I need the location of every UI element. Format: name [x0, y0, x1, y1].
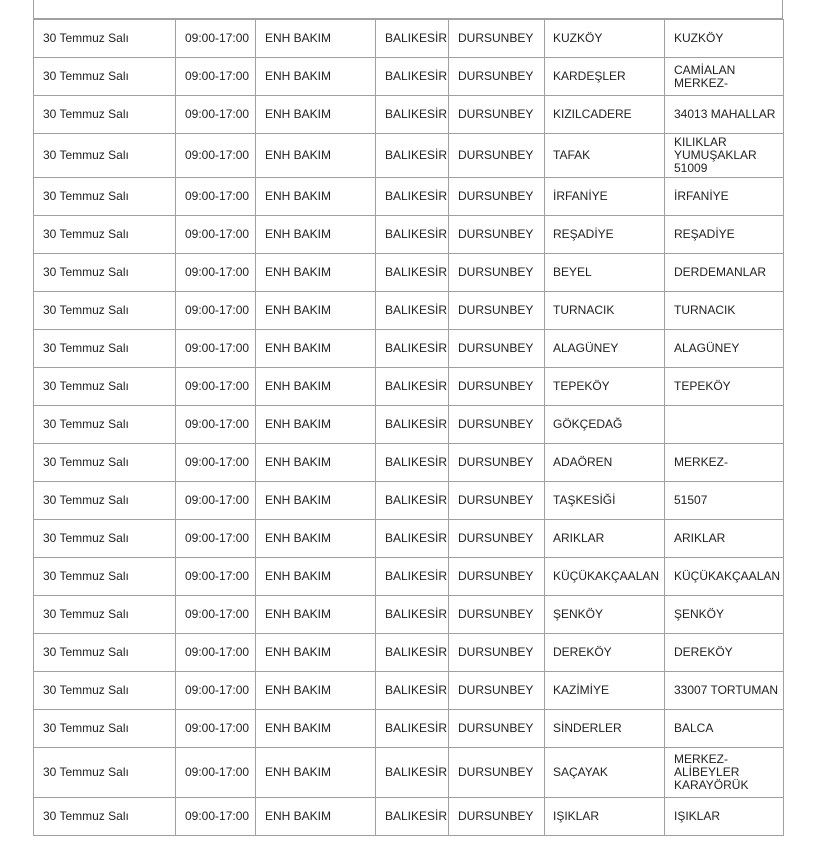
table-row	[34, 216, 784, 254]
cell-type: ENH BAKIM	[256, 596, 376, 634]
cell-neighborhood: ALAGÜNEY	[545, 330, 665, 368]
cell-city: BALIKESİR	[376, 134, 449, 178]
table-row	[34, 798, 784, 836]
cell-time: 09:00-17:00	[176, 672, 256, 710]
cell-district: DURSUNBEY	[449, 710, 545, 748]
cell-date: 30 Temmuz Salı	[34, 368, 176, 406]
cell-district: DURSUNBEY	[449, 58, 545, 96]
cell-time: 09:00-17:00	[176, 748, 256, 798]
cell-district: DURSUNBEY	[449, 798, 545, 836]
cell-district: DURSUNBEY	[449, 292, 545, 330]
cell-location: ALAGÜNEY	[665, 330, 784, 368]
cell-time: 09:00-17:00	[176, 292, 256, 330]
cell-city: BALIKESİR	[376, 520, 449, 558]
table-row	[34, 596, 784, 634]
cell-date: 30 Temmuz Salı	[34, 444, 176, 482]
table-row	[34, 520, 784, 558]
cell-location: ARIKLAR	[665, 520, 784, 558]
table-row	[34, 178, 784, 216]
cell-type: ENH BAKIM	[256, 482, 376, 520]
cell-district: DURSUNBEY	[449, 748, 545, 798]
cell-type: ENH BAKIM	[256, 368, 376, 406]
cell-date: 30 Temmuz Salı	[34, 520, 176, 558]
cell-time: 09:00-17:00	[176, 96, 256, 134]
cell-type: ENH BAKIM	[256, 520, 376, 558]
cell-time: 09:00-17:00	[176, 330, 256, 368]
cell-city: BALIKESİR	[376, 178, 449, 216]
cell-district: DURSUNBEY	[449, 444, 545, 482]
cell-city: BALIKESİR	[376, 634, 449, 672]
table-row	[34, 96, 784, 134]
cell-neighborhood: SİNDERLER	[545, 710, 665, 748]
cell-date: 30 Temmuz Salı	[34, 292, 176, 330]
cell-time: 09:00-17:00	[176, 482, 256, 520]
cell-location: DERDEMANLAR	[665, 254, 784, 292]
table-row	[34, 710, 784, 748]
cell-district: DURSUNBEY	[449, 596, 545, 634]
cell-date: 30 Temmuz Salı	[34, 216, 176, 254]
cell-date: 30 Temmuz Salı	[34, 558, 176, 596]
cell-date: 30 Temmuz Salı	[34, 748, 176, 798]
cell-location: MERKEZ-	[665, 444, 784, 482]
table-row	[34, 482, 784, 520]
cell-location: MERKEZ-ALİBEYLER KARAYÖRÜK	[665, 748, 784, 798]
cell-district: DURSUNBEY	[449, 254, 545, 292]
cell-time: 09:00-17:00	[176, 710, 256, 748]
cell-date: 30 Temmuz Salı	[34, 254, 176, 292]
cell-time: 09:00-17:00	[176, 406, 256, 444]
cell-location: 34013 MAHALLAR	[665, 96, 784, 134]
cell-location	[665, 406, 784, 444]
outage-table-wrapper	[33, 0, 783, 836]
cell-date: 30 Temmuz Salı	[34, 330, 176, 368]
table-top-strip	[33, 0, 783, 19]
cell-location: IŞIKLAR	[665, 798, 784, 836]
cell-district: DURSUNBEY	[449, 134, 545, 178]
cell-district: DURSUNBEY	[449, 634, 545, 672]
cell-neighborhood: TURNACIK	[545, 292, 665, 330]
cell-time: 09:00-17:00	[176, 20, 256, 58]
cell-type: ENH BAKIM	[256, 748, 376, 798]
table-row	[34, 292, 784, 330]
cell-city: BALIKESİR	[376, 96, 449, 134]
cell-location: REŞADİYE	[665, 216, 784, 254]
cell-location: ŞENKÖY	[665, 596, 784, 634]
cell-city: BALIKESİR	[376, 292, 449, 330]
cell-time: 09:00-17:00	[176, 634, 256, 672]
table-row	[34, 134, 784, 178]
cell-time: 09:00-17:00	[176, 798, 256, 836]
cell-neighborhood: İRFANİYE	[545, 178, 665, 216]
cell-type: ENH BAKIM	[256, 96, 376, 134]
cell-city: BALIKESİR	[376, 558, 449, 596]
cell-time: 09:00-17:00	[176, 520, 256, 558]
cell-date: 30 Temmuz Salı	[34, 58, 176, 96]
cell-location: CAMİALAN MERKEZ-	[665, 58, 784, 96]
cell-time: 09:00-17:00	[176, 596, 256, 634]
cell-date: 30 Temmuz Salı	[34, 20, 176, 58]
cell-neighborhood: REŞADİYE	[545, 216, 665, 254]
cell-location: KILIKLAR YUMUŞAKLAR 51009	[665, 134, 784, 178]
cell-location: KUZKÖY	[665, 20, 784, 58]
cell-date: 30 Temmuz Salı	[34, 178, 176, 216]
cell-neighborhood: ADAÖREN	[545, 444, 665, 482]
cell-location: TEPEKÖY	[665, 368, 784, 406]
cell-neighborhood: GÖKÇEDAĞ	[545, 406, 665, 444]
cell-type: ENH BAKIM	[256, 634, 376, 672]
cell-neighborhood: BEYEL	[545, 254, 665, 292]
cell-city: BALIKESİR	[376, 254, 449, 292]
cell-type: ENH BAKIM	[256, 58, 376, 96]
cell-city: BALIKESİR	[376, 330, 449, 368]
cell-district: DURSUNBEY	[449, 558, 545, 596]
cell-type: ENH BAKIM	[256, 254, 376, 292]
cell-neighborhood: KARDEŞLER	[545, 58, 665, 96]
cell-time: 09:00-17:00	[176, 368, 256, 406]
cell-type: ENH BAKIM	[256, 798, 376, 836]
cell-type: ENH BAKIM	[256, 216, 376, 254]
cell-date: 30 Temmuz Salı	[34, 672, 176, 710]
cell-district: DURSUNBEY	[449, 330, 545, 368]
table-row	[34, 254, 784, 292]
cell-neighborhood: TAFAK	[545, 134, 665, 178]
cell-location: 51507	[665, 482, 784, 520]
cell-neighborhood: DEREKÖY	[545, 634, 665, 672]
cell-district: DURSUNBEY	[449, 216, 545, 254]
table-row	[34, 406, 784, 444]
cell-date: 30 Temmuz Salı	[34, 798, 176, 836]
table-row	[34, 444, 784, 482]
table-row	[34, 558, 784, 596]
cell-type: ENH BAKIM	[256, 406, 376, 444]
cell-location: DEREKÖY	[665, 634, 784, 672]
cell-type: ENH BAKIM	[256, 330, 376, 368]
cell-neighborhood: SAÇAYAK	[545, 748, 665, 798]
cell-location: TURNACIK	[665, 292, 784, 330]
table-row	[34, 20, 784, 58]
cell-city: BALIKESİR	[376, 482, 449, 520]
cell-type: ENH BAKIM	[256, 672, 376, 710]
cell-neighborhood: ŞENKÖY	[545, 596, 665, 634]
cell-city: BALIKESİR	[376, 368, 449, 406]
cell-location: İRFANİYE	[665, 178, 784, 216]
cell-district: DURSUNBEY	[449, 482, 545, 520]
table-row	[34, 634, 784, 672]
cell-time: 09:00-17:00	[176, 558, 256, 596]
cell-date: 30 Temmuz Salı	[34, 134, 176, 178]
cell-neighborhood: KUZKÖY	[545, 20, 665, 58]
outage-table	[33, 19, 784, 836]
cell-city: BALIKESİR	[376, 798, 449, 836]
cell-district: DURSUNBEY	[449, 178, 545, 216]
table-row	[34, 330, 784, 368]
cell-neighborhood: TAŞKESİĞİ	[545, 482, 665, 520]
cell-time: 09:00-17:00	[176, 254, 256, 292]
cell-district: DURSUNBEY	[449, 368, 545, 406]
cell-neighborhood: KÜÇÜKAKÇAALAN	[545, 558, 665, 596]
cell-location: KÜÇÜKAKÇAALAN	[665, 558, 784, 596]
cell-city: BALIKESİR	[376, 596, 449, 634]
cell-date: 30 Temmuz Salı	[34, 634, 176, 672]
cell-type: ENH BAKIM	[256, 134, 376, 178]
cell-city: BALIKESİR	[376, 406, 449, 444]
cell-date: 30 Temmuz Salı	[34, 406, 176, 444]
cell-district: DURSUNBEY	[449, 20, 545, 58]
cell-district: DURSUNBEY	[449, 520, 545, 558]
cell-city: BALIKESİR	[376, 672, 449, 710]
table-row	[34, 748, 784, 798]
cell-city: BALIKESİR	[376, 710, 449, 748]
cell-location: BALCA	[665, 710, 784, 748]
cell-type: ENH BAKIM	[256, 178, 376, 216]
cell-type: ENH BAKIM	[256, 444, 376, 482]
cell-neighborhood: KIZILCADERE	[545, 96, 665, 134]
table-row	[34, 58, 784, 96]
cell-date: 30 Temmuz Salı	[34, 482, 176, 520]
cell-district: DURSUNBEY	[449, 672, 545, 710]
cell-time: 09:00-17:00	[176, 134, 256, 178]
cell-district: DURSUNBEY	[449, 96, 545, 134]
cell-type: ENH BAKIM	[256, 292, 376, 330]
cell-neighborhood: ARIKLAR	[545, 520, 665, 558]
cell-type: ENH BAKIM	[256, 20, 376, 58]
table-row	[34, 672, 784, 710]
cell-type: ENH BAKIM	[256, 710, 376, 748]
cell-district: DURSUNBEY	[449, 406, 545, 444]
cell-date: 30 Temmuz Salı	[34, 710, 176, 748]
cell-city: BALIKESİR	[376, 216, 449, 254]
cell-time: 09:00-17:00	[176, 178, 256, 216]
cell-city: BALIKESİR	[376, 20, 449, 58]
cell-city: BALIKESİR	[376, 444, 449, 482]
cell-time: 09:00-17:00	[176, 444, 256, 482]
cell-city: BALIKESİR	[376, 58, 449, 96]
cell-type: ENH BAKIM	[256, 558, 376, 596]
table-row	[34, 368, 784, 406]
cell-time: 09:00-17:00	[176, 58, 256, 96]
cell-date: 30 Temmuz Salı	[34, 596, 176, 634]
cell-time: 09:00-17:00	[176, 216, 256, 254]
cell-neighborhood: TEPEKÖY	[545, 368, 665, 406]
cell-location: 33007 TORTUMAN	[665, 672, 784, 710]
cell-neighborhood: IŞIKLAR	[545, 798, 665, 836]
cell-city: BALIKESİR	[376, 748, 449, 798]
cell-neighborhood: KAZİMİYE	[545, 672, 665, 710]
cell-date: 30 Temmuz Salı	[34, 96, 176, 134]
